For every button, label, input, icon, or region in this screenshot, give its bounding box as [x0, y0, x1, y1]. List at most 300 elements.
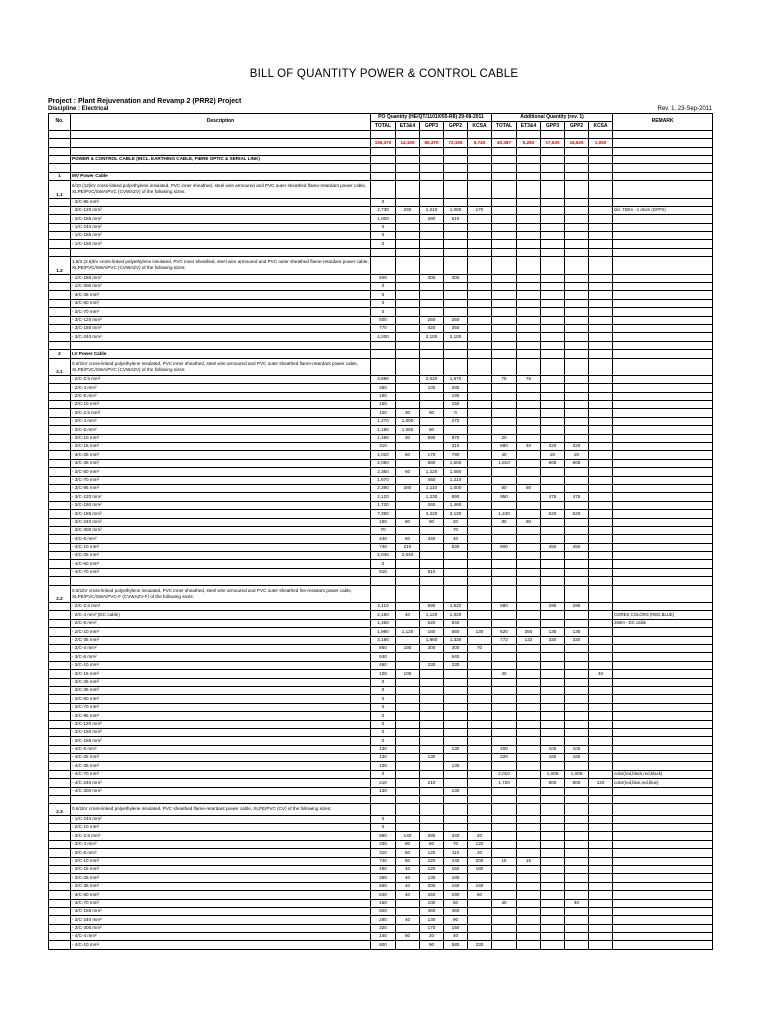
quantity-cell: [396, 924, 420, 932]
remark-cell: [613, 754, 713, 762]
remark-cell: [613, 899, 713, 907]
empty-cell: [49, 770, 71, 778]
quantity-cell: [565, 941, 589, 949]
quantity-cell: [517, 891, 541, 899]
quantity-cell: [492, 916, 517, 924]
revision-label: Rev. 1, 23-Sep-2011: [657, 106, 712, 112]
quantity-cell: [444, 815, 468, 823]
quantity-cell: [468, 916, 492, 924]
cable-size: - 4/C-25 mm²: [71, 552, 371, 560]
quantity-cell: [589, 619, 613, 627]
quantity-cell: [517, 451, 541, 459]
quantity-cell: 0: [371, 712, 396, 720]
quantity-cell: 280: [396, 484, 420, 492]
remark-cell: [613, 426, 713, 434]
quantity-cell: 240: [444, 857, 468, 865]
empty-cell: [517, 147, 541, 155]
empty-cell: [49, 484, 71, 492]
quantity-cell: [492, 891, 517, 899]
quantity-cell: [420, 728, 444, 736]
item-number: 2.2: [49, 585, 71, 602]
quantity-cell: [396, 815, 420, 823]
col-header: ET3&4: [396, 122, 420, 130]
quantity-cell: [492, 619, 517, 627]
section-row: [49, 350, 713, 358]
cable-size: - 3/C-95 mm²: [71, 712, 371, 720]
table-row: [49, 568, 713, 576]
quantity-cell: [517, 720, 541, 728]
empty-cell: [420, 350, 444, 358]
empty-cell: [420, 796, 444, 804]
quantity-cell: 905: [541, 459, 565, 467]
empty-cell: [71, 164, 371, 172]
quantity-cell: 1,000: [396, 417, 420, 425]
empty-cell: [396, 796, 420, 804]
quantity-cell: [444, 426, 468, 434]
quantity-cell: [396, 560, 420, 568]
quantity-cell: [541, 840, 565, 848]
quantity-cell: [444, 712, 468, 720]
quantity-cell: [468, 678, 492, 686]
table-row: [49, 484, 713, 492]
quantity-cell: [517, 745, 541, 753]
quantity-cell: [565, 678, 589, 686]
quantity-cell: 200: [420, 882, 444, 890]
quantity-cell: [565, 823, 589, 831]
quantity-cell: [589, 686, 613, 694]
empty-cell: [396, 248, 420, 256]
cable-size: - 4/C-70 mm²: [71, 568, 371, 576]
quantity-cell: 100: [565, 745, 589, 753]
quantity-cell: 800: [565, 779, 589, 787]
quantity-cell: [589, 874, 613, 882]
quantity-cell: [444, 299, 468, 307]
empty-cell: [49, 552, 71, 560]
quantity-cell: 200: [468, 857, 492, 865]
empty-cell: [492, 577, 517, 585]
quantity-cell: 40: [396, 891, 420, 899]
quantity-cell: [589, 762, 613, 770]
cable-size: - 4/C-6 mm²: [71, 535, 371, 543]
quantity-cell: [565, 762, 589, 770]
spec-row: [49, 804, 713, 815]
quantity-cell: [444, 283, 468, 291]
quantity-cell: [565, 274, 589, 282]
quantity-cell: [517, 865, 541, 873]
empty-cell: [589, 358, 613, 375]
quantity-cell: [444, 670, 468, 678]
section-number: 2: [49, 350, 71, 358]
quantity-cell: [492, 401, 517, 409]
quantity-cell: 170: [468, 206, 492, 214]
quantity-cell: 420: [420, 324, 444, 332]
quantity-cell: 130: [444, 745, 468, 753]
table-row: [49, 815, 713, 823]
quantity-cell: [420, 198, 444, 206]
quantity-cell: [541, 384, 565, 392]
quantity-cell: [468, 426, 492, 434]
quantity-cell: 290: [565, 603, 589, 611]
quantity-cell: 890: [444, 493, 468, 501]
empty-cell: [420, 577, 444, 585]
remark-cell: [613, 409, 713, 417]
quantity-cell: [492, 198, 517, 206]
quantity-cell: [517, 737, 541, 745]
quantity-cell: [541, 815, 565, 823]
quantity-cell: [468, 223, 492, 231]
table-row: [49, 874, 713, 882]
quantity-cell: [541, 401, 565, 409]
quantity-cell: [396, 510, 420, 518]
quantity-cell: [517, 823, 541, 831]
quantity-cell: 230: [420, 661, 444, 669]
table-row: [49, 232, 713, 240]
cable-size: - 2/C-10 mm²: [71, 628, 371, 636]
quantity-cell: [492, 299, 517, 307]
cable-size: - 3/C-185 mm²: [71, 737, 371, 745]
empty-cell: [371, 577, 396, 585]
empty-cell: [49, 417, 71, 425]
quantity-cell: 20: [444, 518, 468, 526]
quantity-cell: [589, 552, 613, 560]
quantity-cell: 2,040: [371, 552, 396, 560]
quantity-cell: 40: [444, 535, 468, 543]
table-row: [49, 770, 713, 778]
cable-spec-description: 0.6/1kV cross-linked polyethylene insulated, PVC inner sheathed, steel wire armoured and PVC outer sheathed fire-resistant power cable, XLPE/PVC/SWA/PVC-F (CVWAZV-F) of the following sizes:: [71, 585, 371, 602]
quantity-cell: 132: [517, 636, 541, 644]
quantity-cell: 60: [396, 535, 420, 543]
quantity-cell: [541, 865, 565, 873]
item-number: 1.1: [49, 181, 71, 198]
empty-cell: [49, 832, 71, 840]
col-header: GPP2: [444, 122, 468, 130]
quantity-cell: 460: [444, 907, 468, 915]
quantity-cell: [541, 552, 565, 560]
quantity-cell: 140: [371, 933, 396, 941]
cable-size: - 3/C-50 mm²: [71, 695, 371, 703]
quantity-cell: 2,360: [371, 468, 396, 476]
quantity-cell: [396, 316, 420, 324]
quantity-cell: [589, 720, 613, 728]
table-row: [49, 865, 713, 873]
quantity-cell: [492, 823, 517, 831]
cable-size: - 2/C-4 mm² (DC cable): [71, 611, 371, 619]
cable-size: - 3/C-6 mm²: [71, 653, 371, 661]
quantity-cell: [468, 661, 492, 669]
empty-cell: [396, 585, 420, 602]
quantity-cell: [468, 899, 492, 907]
quantity-cell: [468, 636, 492, 644]
empty-cell: [49, 468, 71, 476]
table-row: [49, 670, 713, 678]
table-row: [49, 924, 713, 932]
cable-size: - 2/C-4 mm²: [71, 384, 371, 392]
spec-row: [49, 257, 713, 274]
quantity-cell: [565, 476, 589, 484]
quantity-cell: [396, 754, 420, 762]
table-row: [49, 206, 713, 214]
quantity-cell: 40: [396, 916, 420, 924]
quantity-cell: [517, 907, 541, 915]
quantity-cell: [589, 628, 613, 636]
quantity-cell: 120: [589, 779, 613, 787]
table-row: [49, 552, 713, 560]
remark-cell: [613, 840, 713, 848]
empty-cell: [396, 147, 420, 155]
quantity-cell: [517, 401, 541, 409]
remark-cell: 260m - DC cable: [613, 619, 713, 627]
empty-cell: [517, 796, 541, 804]
quantity-cell: [541, 874, 565, 882]
cable-size: - 4/C-10 mm²: [71, 941, 371, 949]
remark-cell: [613, 451, 713, 459]
empty-cell: [589, 341, 613, 349]
quantity-cell: 30: [396, 409, 420, 417]
empty-cell: [613, 172, 713, 180]
empty-cell: [517, 358, 541, 375]
remark-cell: [613, 510, 713, 518]
quantity-cell: 560: [444, 628, 468, 636]
quantity-cell: [492, 933, 517, 941]
cable-size: - 3/C-16 mm²: [71, 443, 371, 451]
quantity-cell: [517, 308, 541, 316]
table-row: [49, 443, 713, 451]
quantity-cell: [468, 518, 492, 526]
cable-size: - 3/C-35 mm²: [71, 882, 371, 890]
quantity-cell: [541, 484, 565, 492]
empty-cell: [613, 181, 713, 198]
quantity-cell: 20: [468, 832, 492, 840]
remark-cell: [613, 232, 713, 240]
empty-cell: [589, 172, 613, 180]
quantity-cell: [565, 409, 589, 417]
quantity-cell: 1,670: [371, 476, 396, 484]
empty-cell: [565, 350, 589, 358]
quantity-cell: [492, 703, 517, 711]
empty-cell: [589, 155, 613, 163]
quantity-cell: 130: [371, 745, 396, 753]
empty-cell: [49, 223, 71, 231]
quantity-cell: 450: [565, 543, 589, 551]
cable-size: - 3/C-2.5 mm²: [71, 409, 371, 417]
quantity-cell: [541, 274, 565, 282]
quantity-cell: [589, 933, 613, 941]
quantity-cell: [492, 924, 517, 932]
quantity-cell: [396, 308, 420, 316]
empty-cell: [492, 147, 517, 155]
remark-cell: [613, 417, 713, 425]
quantity-cell: [541, 392, 565, 400]
quantity-cell: 2,730: [371, 206, 396, 214]
empty-cell: [49, 857, 71, 865]
empty-cell: [492, 804, 517, 815]
quantity-cell: [492, 712, 517, 720]
quantity-cell: [541, 891, 565, 899]
quantity-cell: 170: [420, 924, 444, 932]
quantity-cell: [420, 308, 444, 316]
table-row: [49, 661, 713, 669]
quantity-cell: 300: [444, 274, 468, 282]
quantity-cell: 80: [396, 933, 420, 941]
quantity-cell: [468, 874, 492, 882]
quantity-cell: 620: [541, 510, 565, 518]
quantity-cell: [492, 815, 517, 823]
quantity-cell: [420, 552, 444, 560]
remark-cell: [613, 401, 713, 409]
quantity-cell: 0: [371, 223, 396, 231]
quantity-cell: [468, 737, 492, 745]
quantity-cell: [565, 728, 589, 736]
quantity-cell: 910: [371, 568, 396, 576]
empty-cell: [468, 155, 492, 163]
empty-cell: [444, 181, 468, 198]
quantity-cell: [492, 728, 517, 736]
quantity-cell: [517, 476, 541, 484]
remark-cell: [613, 924, 713, 932]
quantity-cell: [517, 678, 541, 686]
quantity-cell: [444, 737, 468, 745]
cable-size: - 1/C-185 mm²: [71, 232, 371, 240]
empty-cell: [517, 164, 541, 172]
quantity-cell: [396, 678, 420, 686]
empty-cell: [613, 804, 713, 815]
quantity-cell: [565, 240, 589, 248]
quantity-cell: [468, 535, 492, 543]
empty-cell: [49, 916, 71, 924]
quantity-cell: [420, 787, 444, 795]
quantity-cell: [517, 728, 541, 736]
cable-size: - 3/C-25 mm²: [71, 678, 371, 686]
quantity-cell: [517, 670, 541, 678]
quantity-cell: 75: [492, 375, 517, 383]
empty-cell: [49, 603, 71, 611]
empty-cell: [371, 358, 396, 375]
quantity-cell: 130: [371, 787, 396, 795]
quantity-cell: [517, 198, 541, 206]
cable-size: - 3/C-70 mm²: [71, 308, 371, 316]
empty-cell: [396, 577, 420, 585]
description-header: Description: [71, 114, 371, 131]
empty-cell: [517, 181, 541, 198]
remark-cell: [613, 787, 713, 795]
remark-cell: [613, 501, 713, 509]
quantity-cell: [444, 552, 468, 560]
quantity-cell: [396, 333, 420, 341]
quantity-cell: [420, 745, 444, 753]
table-row: [49, 535, 713, 543]
quantity-cell: [396, 737, 420, 745]
quantity-cell: [444, 308, 468, 316]
quantity-cell: [420, 223, 444, 231]
total-cell: 159,370: [371, 139, 396, 147]
quantity-cell: [420, 392, 444, 400]
quantity-cell: 250: [444, 316, 468, 324]
quantity-cell: [589, 661, 613, 669]
cable-size: - 4/C-50 mm²: [71, 560, 371, 568]
spacer-row: [49, 796, 713, 804]
quantity-cell: [517, 510, 541, 518]
quantity-cell: 7,350: [371, 510, 396, 518]
quantity-cell: [468, 451, 492, 459]
table-row: [49, 603, 713, 611]
table-row: [49, 916, 713, 924]
quantity-cell: [589, 703, 613, 711]
table-row: [49, 703, 713, 711]
quantity-cell: 510: [444, 215, 468, 223]
cable-size: - 3/C-240 mm²: [71, 518, 371, 526]
quantity-cell: [517, 874, 541, 882]
quantity-cell: [589, 568, 613, 576]
remark-cell: [613, 568, 713, 576]
quantity-cell: 1,090: [396, 426, 420, 434]
table-row: [49, 299, 713, 307]
quantity-cell: [517, 762, 541, 770]
empty-cell: [420, 155, 444, 163]
quantity-cell: 160: [468, 882, 492, 890]
quantity-cell: [565, 484, 589, 492]
quantity-cell: [589, 891, 613, 899]
quantity-cell: [565, 787, 589, 795]
quantity-cell: 90: [420, 941, 444, 949]
empty-cell: [71, 577, 371, 585]
quantity-cell: 2,180: [371, 611, 396, 619]
empty-cell: [541, 585, 565, 602]
quantity-cell: [565, 232, 589, 240]
empty-cell: [468, 164, 492, 172]
empty-cell: [396, 358, 420, 375]
quantity-cell: [468, 568, 492, 576]
empty-cell: [541, 804, 565, 815]
empty-cell: [541, 172, 565, 180]
quantity-cell: [565, 670, 589, 678]
quantity-cell: [589, 451, 613, 459]
cable-size: - 3/C-4 mm²: [71, 644, 371, 652]
remark-cell: [613, 223, 713, 231]
empty-cell: [589, 804, 613, 815]
cable-size: - 3/C-50 mm²: [71, 468, 371, 476]
cable-size: - 3/C-35 mm²: [71, 686, 371, 694]
empty-cell: [49, 779, 71, 787]
empty-cell: [565, 172, 589, 180]
quantity-cell: [565, 644, 589, 652]
quantity-cell: [565, 401, 589, 409]
cable-spec-description: 1.8/3 (3.6)kV cross-linked polyethylene insulated, PVC inner sheathed, steel wire armoured and PVC outer sheathed flame-retardant power cable, XLPE/PVC/SWA/PVC (CVWAZV) of the following sizes:: [71, 257, 371, 274]
quantity-cell: 120: [468, 840, 492, 848]
quantity-cell: [565, 223, 589, 231]
quantity-cell: [517, 653, 541, 661]
quantity-cell: [468, 291, 492, 299]
quantity-cell: 210: [420, 779, 444, 787]
table-row: [49, 560, 713, 568]
table-row: [49, 518, 713, 526]
quantity-cell: [492, 240, 517, 248]
empty-cell: [49, 526, 71, 534]
po-quantity-header: PO Quantity (HE/QT/1101/055-R8) 29-08-2011: [371, 114, 492, 122]
quantity-cell: 100: [371, 670, 396, 678]
cable-spec-description: 0.6/1kV cross-linked polyethylene insulated, PVC sheathed flame-retardant power cable, XLPE/PVC (CV) of the following sizes:: [71, 804, 371, 815]
boq-body: [49, 130, 713, 949]
quantity-cell: [541, 291, 565, 299]
table-row: [49, 459, 713, 467]
quantity-cell: [517, 924, 541, 932]
empty-cell: [49, 907, 71, 915]
empty-cell: [565, 181, 589, 198]
quantity-cell: 450: [541, 543, 565, 551]
cable-size: - 2/C-2.5 mm²: [71, 603, 371, 611]
quantity-cell: 90: [444, 916, 468, 924]
table-row: [49, 891, 713, 899]
quantity-cell: [589, 526, 613, 534]
